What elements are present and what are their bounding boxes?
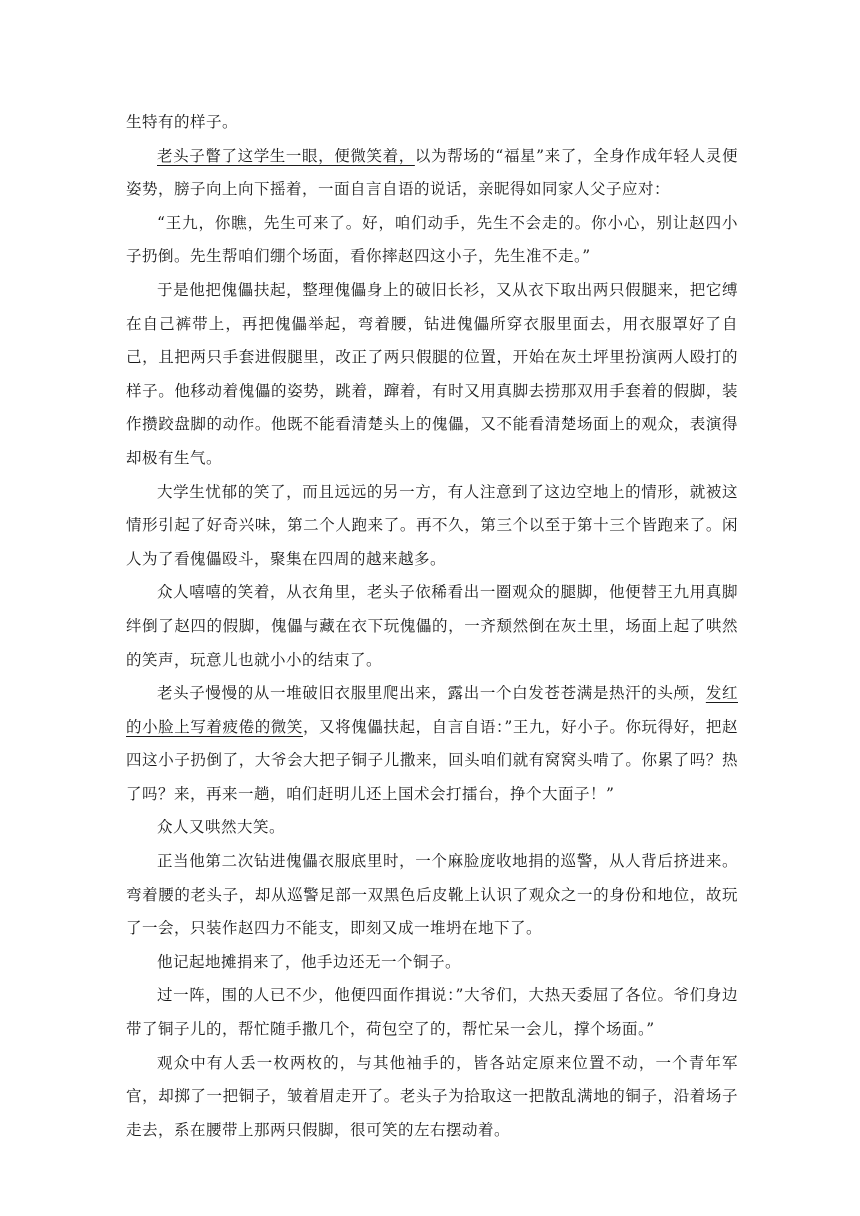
paragraph xyxy=(126,106,738,140)
paragraph xyxy=(126,1047,738,1148)
paragraph xyxy=(126,274,738,476)
text-segment: 大学生忧郁的笑了，而且远远的另一方，有人注意到了这边空地上的情形，就被这情形引起了好奇兴味，第二个人跑来了。再不久，第三个以至于第十三个皆跑来了。闲人为了看傀儡殴斗，聚集在四周的越来越多。 xyxy=(126,482,738,568)
text-segment: 众人嘻嘻的笑着，从衣角里，老头子依稀看出一圈观众的腿脚，他便替王九用真脚绊倒了赵四的假脚，傀儡与藏在衣下玩傀儡的，一齐颓然倒在灰土里，场面上起了哄然的笑声，玩意儿也就小小的结束了。 xyxy=(126,583,738,669)
text-segment: 以为帮场的“福星”来了，全身作成年轻人灵便姿势，膀子向上向下摇着，一面自言自语的说话，亲昵得如同家人父子应对： xyxy=(126,146,738,199)
underlined-phrase: 发红的小脸上写着疲倦的微笑 xyxy=(126,684,738,736)
text-segment: 过一阵，围的人已不少，他便四面作揖说：”大爷们，大热天委屈了各位。爷们身边带了铜子儿的，帮忙随手撒几个，荷包空了的，帮忙呆一会儿，撑个场面。” xyxy=(126,986,738,1039)
paragraph xyxy=(126,207,738,274)
text-segment: 老头子慢慢的从一堆破旧衣服里爬出来，露出一个白发苍苍满是热汗的头颅， xyxy=(157,684,706,703)
text-segment: 正当他第二次钻进傀儡衣服底里时，一个麻脸庞收地捐的巡警，从人背后挤进来。弯着腰的老头子，却从巡警足部一双黑色后皮靴上认识了观众之一的身份和地位，故玩了一会，只装作赵四力不能支，即刻又成一堆坍在地下了。 xyxy=(126,852,738,938)
underlined-phrase: 老头子瞥了这学生一眼，便微笑着， xyxy=(157,146,415,165)
story-text xyxy=(126,106,738,1147)
text-segment: 观众中有人丢一枚两枚的，与其他袖手的，皆各站定原来位置不动，一个青年军官，却掷了一把铜子，皱着眉走开了。老头子为拾取这一把散乱满地的铜子，沿着场子走去，系在腰带上那两只假脚，很可笑的左右摆动着。 xyxy=(126,1053,738,1139)
paragraph xyxy=(126,677,738,811)
paragraph xyxy=(126,845,738,946)
paragraph xyxy=(126,946,738,980)
paragraph xyxy=(126,140,738,207)
paragraph xyxy=(126,576,738,677)
text-segment: ，又将傀儡扶起，自言自语：”王九，好小子。你玩得好，把赵四这小子扔倒了，大爷会大把子铜子儿撒来，回头咱们就有窝窝头啃了。你累了吗？热了吗？来，再来一趟，咱们赶明儿还上国术会打擂台，挣个大面子！” xyxy=(126,717,738,803)
text-segment: 众人又哄然大笑。 xyxy=(157,818,286,837)
text-segment: 生特有的样子。 xyxy=(126,113,239,131)
text-segment: “王九，你瞧，先生可来了。好，咱们动手，先生不会走的。你小心，别让赵四小子扔倒。先生帮咱们绷个场面，看你摔赵四这小子，先生准不走。” xyxy=(126,213,738,266)
paragraph xyxy=(126,476,738,577)
paragraph xyxy=(126,979,738,1046)
paragraph xyxy=(126,811,738,845)
text-segment: 于是他把傀儡扶起，整理傀儡身上的破旧长衫，又从衣下取出两只假腿来，把它缚在自己裤带上，再把傀儡举起，弯着腰，钻进傀儡所穿衣服里面去，用衣服罩好了自己，且把两只手套进假腿里，改正了两只假腿的位置，开始在灰土坪里扮演两人殴打的样子。他移动着傀儡的姿势，跳着，蹿着，有时又用真脚去捞那双用手套着的假脚，装作攒跤盘脚的动作。他既不能看清楚头上的傀儡，又不能看清楚场面上的观众，表演得却极有生气。 xyxy=(126,280,738,467)
text-segment: 他记起地摊捐来了，他手边还无一个铜子。 xyxy=(157,952,462,971)
